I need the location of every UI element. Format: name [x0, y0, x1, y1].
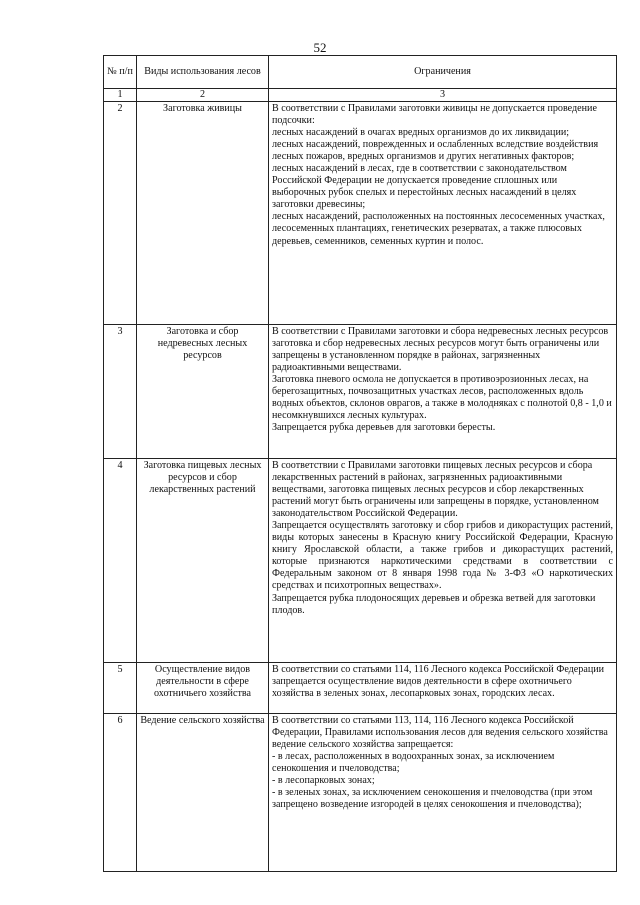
restrictions-table	[103, 55, 617, 872]
limit-paragraph: лесных насаждений в лесах, где в соответствии с законодательством Российской Федерации не допускается проведение сплошных или выборочных рубок спелых и перестойных лесных насаждений в целях заготовки древесины;	[272, 162, 577, 211]
row-kind: Ведение сельского хозяйства	[137, 713, 269, 871]
row-kind: Заготовка пищевых лесных ресурсов и сбор лекарственных растений	[137, 458, 269, 662]
table-row	[104, 713, 617, 871]
row-kind: Заготовка и сбор недревесных лесных ресурсов	[137, 324, 269, 458]
row-number: 5	[104, 662, 137, 713]
row-kind: Заготовка живицы	[137, 101, 269, 324]
row-limits	[269, 324, 617, 458]
page-number: 52	[313, 40, 327, 55]
row-kind: Осуществление видов деятельности в сфере охотничьего хозяйства	[137, 662, 269, 713]
limit-paragraph: лесных насаждений, расположенных на постоянных лесосеменных участках, лесосеменных плантациях, генетических резерватах, а также плюсовых деревьев, семенников, семенных куртин и полос.	[272, 211, 605, 247]
table-row	[104, 662, 617, 713]
header-limits: Ограничения	[269, 56, 617, 89]
index-cell-1: 1	[104, 89, 137, 102]
index-cell-2: 2	[137, 89, 269, 102]
index-cell-3: 3	[269, 89, 617, 102]
table-row	[104, 458, 617, 662]
limit-paragraph: Заготовка пневого осмола не допускается в противоэрозионных лесах, на берегозащитных, почвозащитных участках лесов, расположенных вдоль водных объектов, склонов оврагов, а также в молодняках с полнотой 0,8 - 1,0 и несомкнувшихся лесных культурах.	[272, 373, 612, 422]
limit-paragraph: - в лесопарковых зонах;	[272, 774, 375, 786]
header-num: № п/п	[104, 56, 137, 89]
limit-paragraph: Запрещается осуществлять заготовку и сбор грибов и дикорастущих растений, виды которых занесены в Красную книгу Российской Федерации, Красную книгу Ярославской области, а также грибов и дикорастущих растений, которые признаются наркотическими средствами в соответствии с Федеральным законом от 8 января 1998 года № 3-ФЗ «О наркотических средствах и психотропных веществах».	[272, 519, 613, 592]
table-index-row	[104, 89, 617, 102]
limit-paragraph: Запрещается рубка деревьев для заготовки бересты.	[272, 422, 496, 434]
limit-paragraph: лесных насаждений, поврежденных и ослабленных вследствие воздействия лесных пожаров, вредных организмов и других негативных факторов;	[272, 138, 599, 162]
limit-paragraph: - в зеленых зонах, за исключением сенокошения и пчеловодства (при этом запрещено возведение изгородей в целях сенокошения и пчеловодства);	[272, 787, 593, 811]
limit-paragraph: В соответствии с Правилами заготовки и сбора недревесных лесных ресурсов заготовка и сбор недревесных лесных ресурсов могут быть ограничены или запрещены в установленном порядке в районах, загрязненных радиоактивными веществами.	[272, 325, 609, 373]
row-limits	[269, 713, 617, 871]
row-limits	[269, 458, 617, 662]
table-header-row	[104, 56, 617, 89]
limit-paragraph: - в лесах, расположенных в водоохранных зонах, за исключением сенокошения и пчеловодства;	[272, 750, 555, 774]
row-number: 2	[104, 101, 137, 324]
limit-paragraph: Запрещается рубка плодоносящих деревьев и обрезка ветвей для заготовки плодов.	[272, 592, 596, 616]
row-limits	[269, 662, 617, 713]
limit-paragraph: лесных насаждений в очагах вредных организмов до их ликвидации;	[272, 126, 570, 138]
row-limits	[269, 101, 617, 324]
header-kind: Виды использования лесов	[137, 56, 269, 89]
table-row	[104, 324, 617, 458]
limit-paragraph: В соответствии со статьями 113, 114, 116 Лесного кодекса Российской Федерации, Правилами использования лесов для ведения сельского хозяйства ведение сельского хозяйства запрещается:	[272, 714, 608, 750]
limit-paragraph: В соответствии с Правилами заготовки живицы не допускается проведение подсочки:	[272, 102, 597, 126]
row-number: 6	[104, 713, 137, 871]
row-number: 3	[104, 324, 137, 458]
row-number: 4	[104, 458, 137, 662]
table-row	[104, 101, 617, 324]
limit-paragraph: В соответствии со статьями 114, 116 Лесного кодекса Российской Федерации запрещается осуществление видов деятельности в сфере охотничьего хозяйства в зеленых зонах, лесопарковых зонах, городских лесах.	[272, 663, 605, 699]
limit-paragraph: В соответствии с Правилами заготовки пищевых лесных ресурсов и сбора лекарственных растений в районах, загрязненных радиоактивными веществами, заготовка пищевых лесных ресурсов и сбор лекарственных растений могут быть ограничены или запрещены в порядке, установленном законодательством Российской Федерации.	[272, 459, 599, 519]
